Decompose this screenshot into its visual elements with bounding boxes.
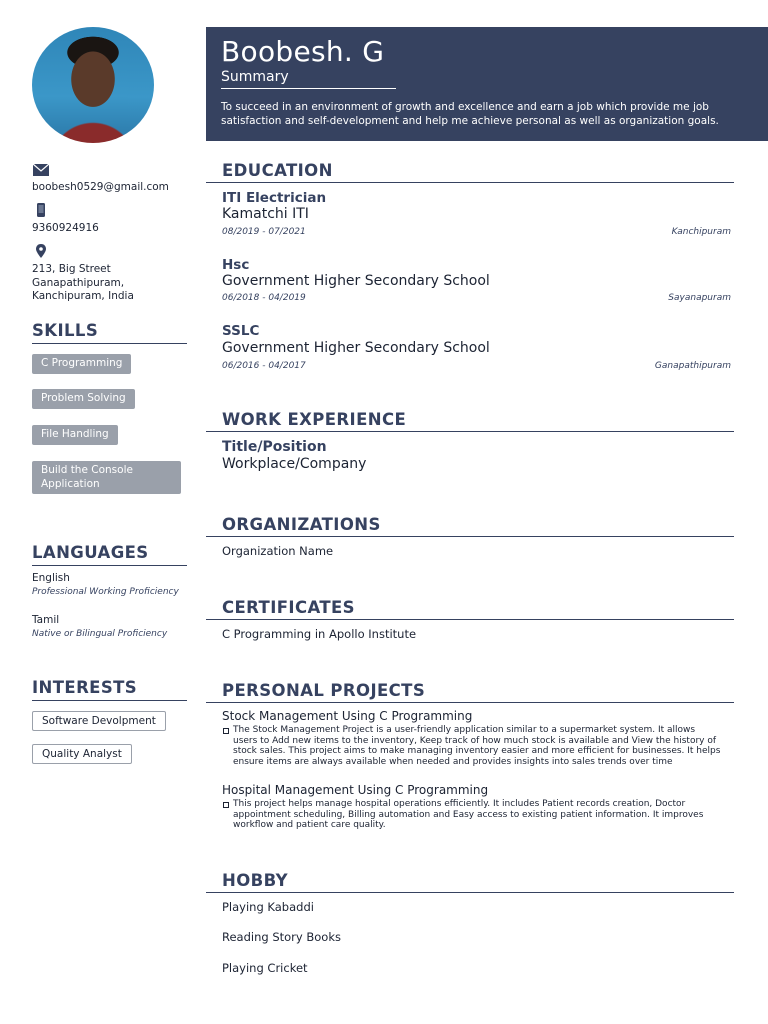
profile-photo bbox=[32, 27, 154, 143]
education-degree: ITI Electrician bbox=[222, 190, 327, 206]
education-dates: 06/2018 - 04/2019 bbox=[222, 293, 306, 303]
candidate-name: Boobesh. G bbox=[221, 35, 385, 68]
project-description bbox=[233, 799, 735, 831]
project-description-line: stock sales. This project aims to make managing inventory easier and more efficient for businesses. It helps bbox=[233, 746, 721, 757]
interests-heading: INTERESTS bbox=[32, 678, 187, 701]
skill-tag: Problem Solving bbox=[32, 389, 135, 409]
education-school: Government Higher Secondary School bbox=[222, 273, 490, 289]
skill-tag bbox=[32, 461, 181, 494]
personal-projects-heading: PERSONAL PROJECTS bbox=[206, 681, 734, 703]
location-pin-icon bbox=[32, 244, 50, 258]
education-dates: 06/2016 - 04/2017 bbox=[222, 361, 306, 371]
interest-tag: Quality Analyst bbox=[32, 744, 132, 764]
language-level: Professional Working Proficiency bbox=[32, 587, 179, 597]
languages-heading: LANGUAGES bbox=[32, 543, 187, 566]
interest-tag: Software Devolpment bbox=[32, 711, 166, 731]
skills-heading: SKILLS bbox=[32, 321, 187, 344]
address-line-2: Ganapathipuram, bbox=[32, 276, 125, 289]
work-experience-heading: WORK EXPERIENCE bbox=[206, 410, 734, 432]
language-name: English bbox=[32, 572, 70, 584]
project-title: Hospital Management Using C Programming bbox=[222, 783, 489, 797]
hobby-item: Playing Kabaddi bbox=[222, 900, 314, 914]
summary-text: To succeed in an environment of growth and excellence and earn a job which provide me job satisfaction and self-development and help me achieve personal as well as organization goals. bbox=[221, 101, 719, 127]
hobby-item: Reading Story Books bbox=[222, 930, 341, 944]
education-degree: Hsc bbox=[222, 257, 250, 273]
summary-title: Summary bbox=[221, 69, 396, 89]
project-description-line: ensure items are always available when needed and provides insights into sales trends over time bbox=[233, 756, 673, 767]
language-level: Native or Bilingual Proficiency bbox=[32, 629, 168, 639]
bullet-square-icon bbox=[223, 802, 229, 808]
education-school: Government Higher Secondary School bbox=[222, 340, 490, 356]
project-description-line: appointment scheduling, Billing automation and Easy access to existing patient information. It improves bbox=[233, 809, 704, 820]
education-place: Kanchipuram bbox=[671, 227, 731, 237]
skill-tag-line-2: Application bbox=[41, 477, 100, 490]
education-degree: SSLC bbox=[222, 323, 260, 339]
hobby-item: Playing Cricket bbox=[222, 961, 308, 975]
education-place: Sayanapuram bbox=[668, 293, 731, 303]
work-title: Title/Position bbox=[222, 439, 327, 455]
organizations-heading: ORGANIZATIONS bbox=[206, 515, 734, 537]
project-description-line: workflow and patient care quality. bbox=[233, 820, 386, 831]
phone-icon bbox=[32, 203, 50, 217]
skill-tag: C Programming bbox=[32, 354, 131, 374]
skill-tag-line-1: Build the Console bbox=[41, 464, 133, 476]
project-description-line: users to Add new items to the inventory, Keep track of how much stock is available and View the history of bbox=[233, 735, 717, 746]
skill-tag: File Handling bbox=[32, 425, 118, 445]
email-text: boobesh0529@gmail.com bbox=[32, 181, 169, 193]
address-text bbox=[32, 263, 134, 304]
education-place: Ganapathipuram bbox=[654, 361, 731, 371]
language-name: Tamil bbox=[32, 614, 60, 626]
envelope-icon bbox=[32, 163, 50, 177]
certificate-item: C Programming in Apollo Institute bbox=[222, 627, 417, 641]
hobby-heading: HOBBY bbox=[206, 871, 734, 893]
phone-text: 9360924916 bbox=[32, 222, 99, 234]
project-description-line: The Stock Management Project is a user-friendly application similar to a supermarket system. It allows bbox=[233, 725, 696, 735]
education-heading: EDUCATION bbox=[206, 161, 734, 183]
education-school: Kamatchi ITI bbox=[222, 206, 309, 222]
certificates-heading: CERTIFICATES bbox=[206, 598, 734, 620]
project-description-line: This project helps manage hospital operations efficiently. It includes Patient records creation, Doctor bbox=[233, 799, 686, 809]
project-description bbox=[233, 725, 735, 767]
address-line-3: Kanchipuram, India bbox=[32, 290, 134, 302]
work-company: Workplace/Company bbox=[222, 456, 367, 472]
address-line-1: 213, Big Street bbox=[32, 263, 111, 275]
organization-name: Organization Name bbox=[222, 544, 334, 558]
education-dates: 08/2019 - 07/2021 bbox=[222, 227, 306, 237]
bullet-square-icon bbox=[223, 728, 229, 734]
project-title: Stock Management Using C Programming bbox=[222, 709, 473, 723]
